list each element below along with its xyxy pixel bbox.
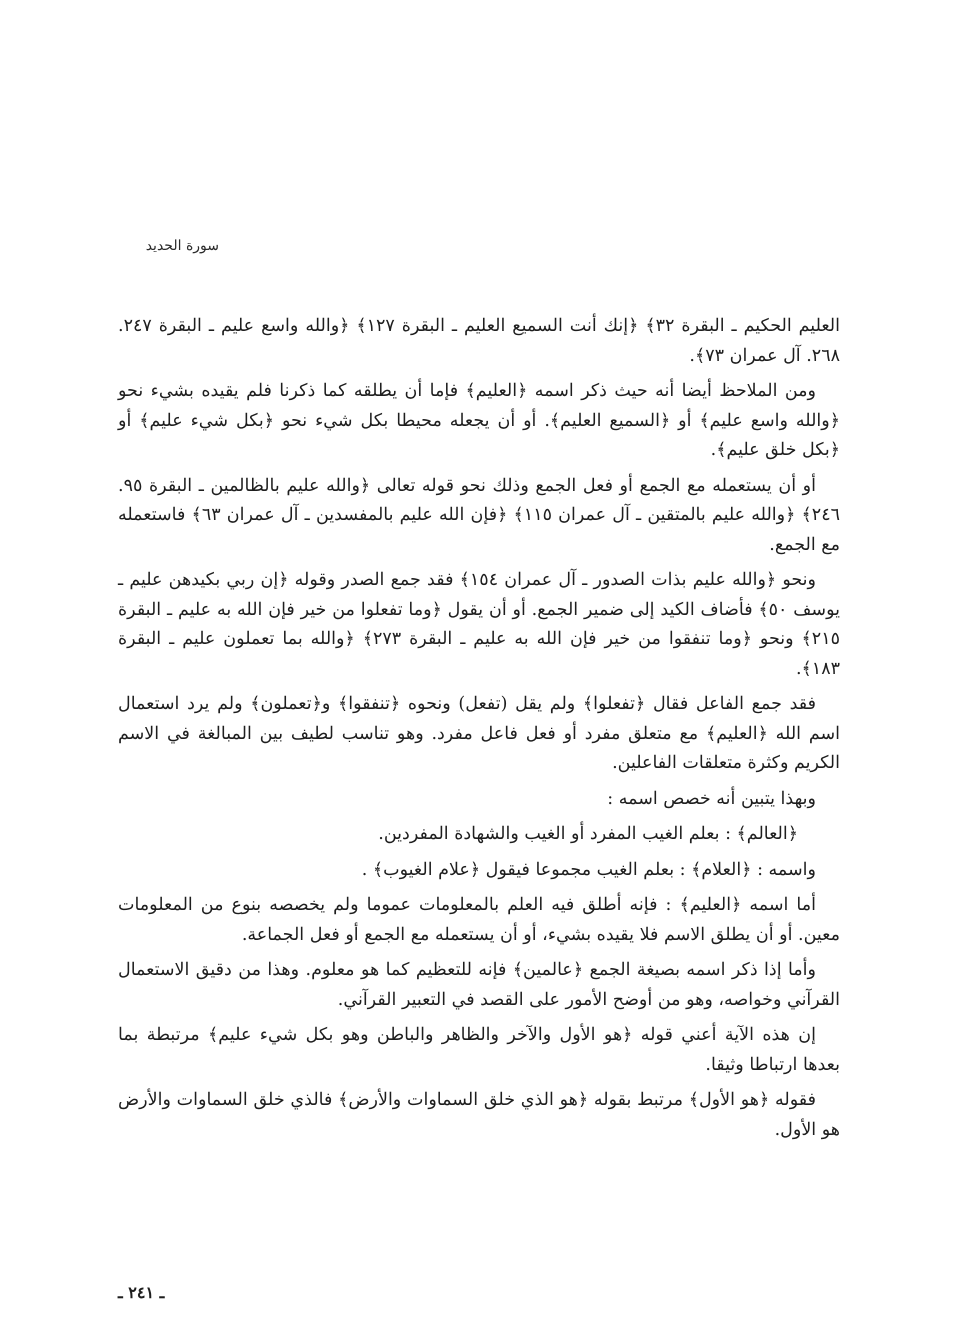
paragraph-9: فقوله ﴿هو الأول﴾ مرتبط بقوله ﴿هو الذي خلق السماوات والأرض﴾ فالذي خلق السماوات والأرض هو الأول. <box>118 1090 840 1140</box>
paragraph-3: أو أن يستعمله مع الجمع أو فعل الجمع وذلك نحو قوله تعالى ﴿والله عليم بالظالمين ـ البقرة ٩٥. ٢٤٦﴾ ﴿والله عليم بالمتقين ـ آل عمران ١١٥﴾ ﴿فإن الله عليم بالمفسدين ـ آل عمران ٦٣﴾ فاستعمله مع الجمع. <box>118 475 840 555</box>
list-item-alim: ﴿العالم﴾ : بعلم الغيب المفرد أو الغيب والشهادة المفردين. <box>378 824 798 844</box>
body-text <box>118 312 840 1151</box>
paragraph-5: فقد جمع الفاعل فقال ﴿تفعلوا﴾ ولم يقل (تفعل) ونحوه ﴿تنفقوا﴾ و﴿تعملون﴾ ولم يرد استعمال اسم الله ﴿العليم﴾ مع متعلق مفرد أو فعل فاعل مفرد. وهو تناسب لطيف بين المبالغة في الاسم الكريم وكثرة متعلقات الفاعلين. <box>118 694 840 773</box>
list-item-allam: واسمه : ﴿العلام﴾ : بعلم الغيب مجموعا فيقول ﴿علام الغيوب﴾ . <box>361 859 816 880</box>
paragraph-7: وأما إذا ذكر اسمه بصيغة الجمع ﴿عالمين﴾ فإنه للتعظيم كما هو معلوم. وهذا من دقيق الاستعمال القرآني وخواصه، وهو من أوضح الأمور على القصد في التعبير القرآني. <box>118 960 840 1010</box>
intro-line: وبهذا يتبين أنه خصص اسمه : <box>607 788 816 809</box>
paragraph-2: ومن الملاحظ أيضا أنه حيث ذكر اسمه ﴿العليم﴾ فإما أن يطلقه كما ذكرنا فلم يقيده بشيء نحو ﴿والله واسع عليم﴾ أو ﴿السميع العليم﴾. أو أن يجعله محيطا بكل شيء نحو ﴿بكل شيء عليم﴾ أو ﴿بكل خلق عليم﴾. <box>118 381 840 460</box>
page-number: ـ ٢٤١ ـ <box>118 1283 165 1302</box>
paragraph-8: إن هذه الآية أعني قوله ﴿هو الأول والآخر والظاهر والباطن وهو بكل شيء عليم﴾ مرتبطة بما بعدها ارتباطا وثيقا. <box>118 1025 840 1075</box>
paragraph-4: ونحو ﴿والله عليم بذات الصدور ـ آل عمران ١٥٤﴾ فقد جمع الصدر وقوله ﴿إن ربي بكيدهن عليم ـ يوسف ٥٠﴾ فأضاف الكيد إلى ضمير الجمع. أو أن يقول ﴿وما تفعلوا من خير فإن الله به عليم ـ البقرة ٢١٥﴾ ونحو ﴿وما تنفقوا من خير فإن الله به عليم ـ البقرة ٢٧٣﴾ ﴿والله بما تعملون عليم ـ البقرة ١٨٣﴾. <box>118 570 840 679</box>
paragraph-6: أما اسمه ﴿العليم﴾ : فإنه أطلق فيه العلم بالمعلومات عموما ولم يخصصه بنوع من المعلومات معين. أو أن يطلق الاسم فلا يقيده بشيء، أو أن يستعمله مع الجمع أو فعل الجماعة. <box>118 895 840 945</box>
paragraph-1: العليم الحكيم ـ البقرة ٣٢﴾ ﴿إنك أنت السميع العليم ـ البقرة ١٢٧﴾ ﴿والله واسع عليم ـ البقرة ٢٤٧. ٢٦٨. آل عمران ٧٣﴾. <box>118 316 841 366</box>
running-header: سورة الحديد <box>145 238 219 254</box>
